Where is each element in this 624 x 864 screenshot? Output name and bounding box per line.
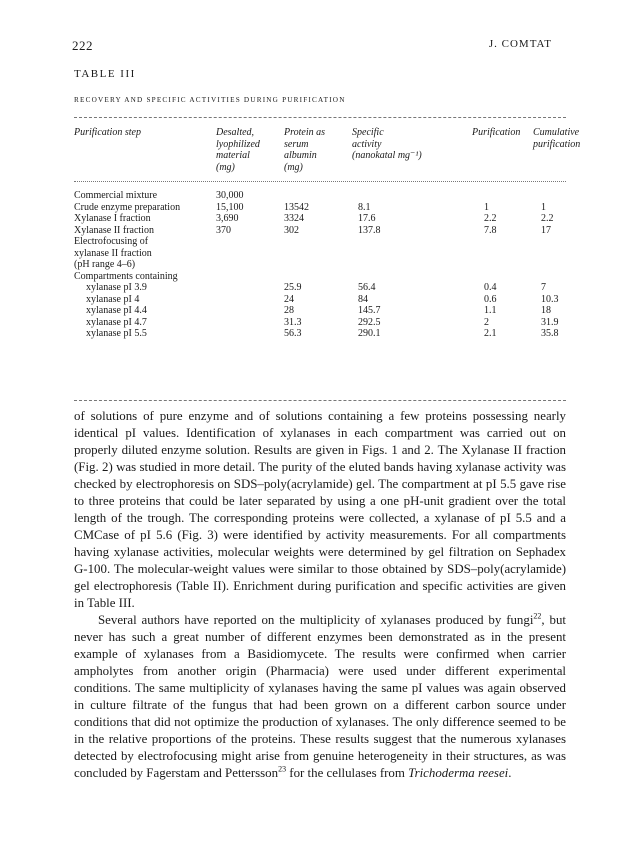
paragraph-2-text-b: , but never has such a great number of different enzymes been demonstrated as in the present example of xylanases from a Basidiomycete. The results were confirmed when carrier ampholytes from another origin (Pharmacia) were used under different experimental conditions. The same multiplicity of xylanases having the same pI values was again observed in culture filtrate of the fungus that had been grown on a different carbon source under conditions that did not optimize the production of xylanases. The only difference seemed to be in the relative proportions of the proteins. These results suggest that the numerous xylanases detected by electrofocusing might arise from genuine heterogeneity in their structures, as was concluded by Fagerstam and Pettersson bbox=[74, 613, 566, 780]
table-body bbox=[0, 190, 624, 340]
running-head: J. COMTAT bbox=[488, 38, 552, 50]
column-header-line: serum bbox=[284, 138, 309, 150]
table-cell: 31.3 bbox=[284, 316, 302, 328]
table-row bbox=[0, 213, 624, 225]
column-header-line: purification bbox=[533, 138, 581, 150]
table-cell: 84 bbox=[358, 293, 368, 305]
column-header-line: albumin bbox=[284, 150, 317, 161]
column-header-line: (mg) bbox=[284, 161, 303, 173]
table-cell: 56.3 bbox=[284, 328, 302, 339]
column-header-purification bbox=[472, 127, 520, 139]
table-row bbox=[0, 317, 624, 329]
table-row bbox=[0, 282, 624, 294]
table-cell: 13542 bbox=[284, 201, 309, 213]
table-cell: 31.9 bbox=[541, 316, 559, 328]
table-header-rule bbox=[74, 181, 566, 182]
table-row bbox=[0, 236, 624, 248]
table-cell: 1 bbox=[541, 201, 546, 213]
table-cell: 30,000 bbox=[216, 190, 244, 201]
table-cell: 15,100 bbox=[216, 201, 244, 213]
table-cell: 18 bbox=[541, 305, 551, 316]
column-header-line: Purification bbox=[472, 127, 521, 138]
column-header-line: Cumulative bbox=[533, 127, 580, 138]
table-cell: 0.6 bbox=[484, 293, 497, 305]
purification-step-cell: Xylanase II fraction bbox=[74, 224, 154, 236]
purification-step-cell: xylanase pI 3.9 bbox=[86, 282, 147, 293]
purification-step-cell: xylanase pI 4 bbox=[86, 293, 140, 305]
purification-step-cell: xylanase pI 5.5 bbox=[86, 328, 147, 339]
table-cell: 3,690 bbox=[216, 213, 239, 224]
table-top-rule bbox=[74, 117, 566, 118]
table-row bbox=[0, 190, 624, 202]
table-caption: RECOVERY AND SPECIFIC ACTIVITIES DURING PURIFICATION bbox=[74, 96, 346, 104]
table-cell: 8.1 bbox=[358, 201, 371, 213]
species-name: Trichoderma reesei bbox=[408, 766, 509, 780]
table-cell: 370 bbox=[216, 224, 231, 236]
table-cell: 2.2 bbox=[541, 213, 554, 224]
purification-step-cell: xylanase II fraction bbox=[74, 247, 152, 259]
column-header-line: lyophilized bbox=[216, 138, 260, 150]
table-cell: 7 bbox=[541, 282, 546, 293]
paragraph-2-text-c: for the cellulases from bbox=[286, 766, 409, 780]
table-cell: 56.4 bbox=[358, 282, 376, 293]
column-header-line: activity bbox=[352, 138, 382, 150]
table-cell: 302 bbox=[284, 224, 299, 236]
paragraph-2-end: . bbox=[508, 766, 512, 780]
purification-step-cell: Electrofocusing of bbox=[74, 236, 149, 247]
table-cell: 2 bbox=[484, 316, 489, 328]
table-row bbox=[0, 202, 624, 214]
table-cell: 2.2 bbox=[484, 213, 497, 224]
column-header-line: Specific bbox=[352, 127, 384, 138]
column-header-specific-activity bbox=[352, 127, 422, 162]
table-cell: 145.7 bbox=[358, 305, 381, 316]
reference-23: 23 bbox=[278, 764, 287, 774]
table-row bbox=[0, 294, 624, 306]
table-cell: 35.8 bbox=[541, 328, 559, 339]
table-cell: 25.9 bbox=[284, 282, 302, 293]
table-row bbox=[0, 225, 624, 237]
table-cell: 1.1 bbox=[484, 305, 497, 316]
table-row bbox=[0, 248, 624, 260]
table-cell: 3324 bbox=[284, 213, 304, 224]
column-header-protein bbox=[284, 127, 325, 173]
table-row bbox=[0, 271, 624, 283]
table-cell: 17.6 bbox=[358, 213, 376, 224]
table-cell: 17 bbox=[541, 224, 551, 236]
table-bottom-rule bbox=[74, 400, 566, 401]
table-cell: 10.3 bbox=[541, 293, 559, 305]
table-cell: 1 bbox=[484, 201, 489, 213]
table-cell: 2.1 bbox=[484, 328, 497, 339]
table-row bbox=[0, 259, 624, 271]
column-header-line: Desalted, bbox=[216, 127, 255, 138]
column-header-desalted-material bbox=[216, 127, 260, 173]
purification-step-cell: Xylanase I fraction bbox=[74, 213, 151, 224]
paragraph-2 bbox=[74, 612, 566, 782]
purification-step-cell: (pH range 4–6) bbox=[74, 259, 136, 270]
table-cell: 137.8 bbox=[358, 224, 381, 236]
column-header-line: Protein as bbox=[284, 127, 326, 138]
purification-step-cell: Crude enzyme preparation bbox=[74, 201, 181, 213]
column-header-cumulative-purification bbox=[533, 127, 580, 150]
paragraph-2-text-a: Several authors have reported on the multiplicity of xylanases produced by fungi bbox=[98, 613, 534, 627]
table-row bbox=[0, 305, 624, 317]
paragraph-1: of solutions of pure enzyme and of solutions containing a few proteins possessing nearly identical pI values. Identification of xylanases in each compartment was carried out on properly diluted enzyme solution. Results are given in Figs. 1 and 2. The Xylanase II fraction (Fig. 2) was studied in more detail. The purity of the eluted bands having xylanase activity was checked by electrophoresis on SDS–poly(acrylamide) gel. The compartment at pI 5.5 gave rise to three proteins that could be later separated by using a one pH-unit gradient over the total length of the trough. The corresponding proteins were collected, a xylanase of pI 5.5 and a CMCase of pI 5.6 (Fig. 3) were identified by activity measurements. For all compartments having xylanase activities, molecular weights were determined by gel filtration on Sephadex G-100. The molecular-weight values were similar to those obtained by SDS–poly(acrylamide) gel electrophoresis (Table II). Enrichment during purification and specific activities are given in Table III. bbox=[74, 409, 566, 610]
table-cell: 24 bbox=[284, 293, 294, 305]
purification-step-cell: xylanase pI 4.4 bbox=[86, 305, 147, 316]
table-row bbox=[0, 328, 624, 340]
page-number: 222 bbox=[72, 38, 93, 53]
column-header-line: Purification step bbox=[74, 127, 141, 138]
table-label: TABLE III bbox=[74, 68, 136, 80]
table-cell: 28 bbox=[284, 305, 294, 316]
body-text bbox=[74, 408, 566, 782]
column-header-purification-step bbox=[74, 127, 141, 139]
purification-step-cell: Commercial mixture bbox=[74, 190, 158, 201]
column-header-line: (nanokatal mg⁻¹) bbox=[352, 150, 422, 161]
reference-22: 22 bbox=[533, 611, 542, 621]
column-header-line: material bbox=[216, 150, 250, 161]
table-cell: 290.1 bbox=[358, 328, 381, 339]
purification-step-cell: xylanase pI 4.7 bbox=[86, 316, 147, 328]
table-cell: 0.4 bbox=[484, 282, 497, 293]
table-cell: 7.8 bbox=[484, 224, 497, 236]
table-cell: 292.5 bbox=[358, 316, 381, 328]
purification-step-cell: Compartments containing bbox=[74, 270, 178, 282]
column-header-line: (mg) bbox=[216, 161, 235, 173]
